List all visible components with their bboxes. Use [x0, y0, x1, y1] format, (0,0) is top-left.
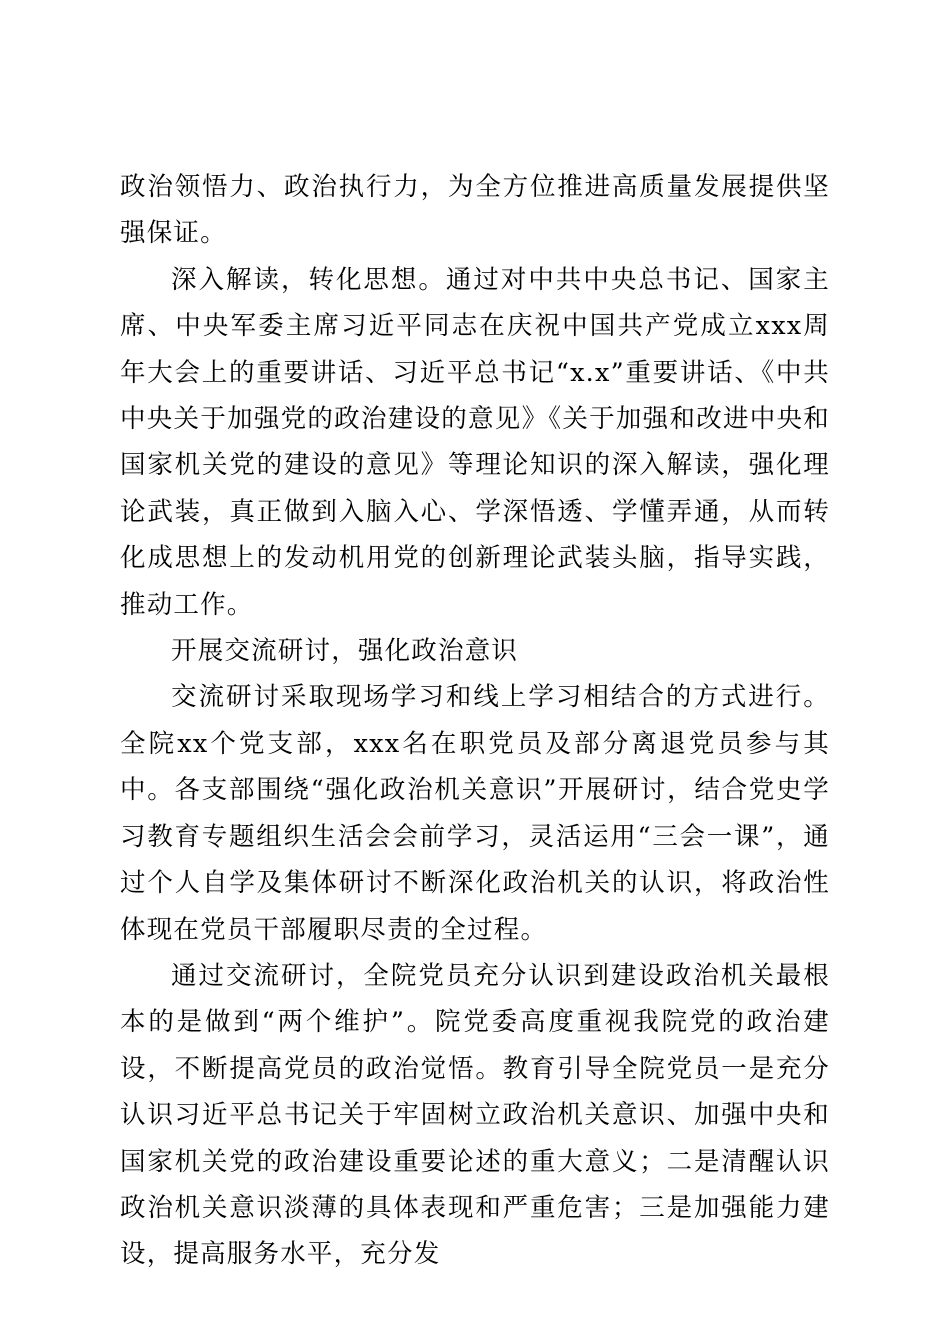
paragraph-continuation: 政治领悟力、政治执行力，为全方位推进高质量发展提供坚强保证。	[120, 172, 830, 249]
document-page	[120, 164, 830, 1278]
paragraph-discussion-format: 交流研讨采取现场学习和线上学习相结合的方式进行。全院xx个党支部，xxx名在职党员及部分离退党员参与其中。各支部围绕“强化政治机关意识”开展研讨，结合党史学习教育专题组织生活会会前学习，灵活运用“三会一课”，通过个人自学及集体研讨不断深化政治机关的认识，将政治性体现在党员干部履职尽责的全过程。	[120, 682, 830, 945]
paragraph-in-depth-interpretation: 深入解读，转化思想。通过对中共中央总书记、国家主席、中央军委主席习近平同志在庆祝中国共产党成立xxx周年大会上的重要讲话、习近平总书记“x.x”重要讲话、《中共中央关于加强党的政治建设的意见》《关于加强和改进中央和国家机关党的建设的意见》等理论知识的深入解读，强化理论武装，真正做到入脑入心、学深悟透、学懂弄通，从而转化成思想上的发动机用党的创新理论武装头脑，指导实践，推动工作。	[120, 264, 830, 620]
paragraph-discussion-outcome: 通过交流研讨，全院党员充分认识到建设政治机关最根本的是做到“两个维护”。院党委高度重视我院党的政治建设，不断提高党员的政治觉悟。教育引导全院党员一是充分认识习近平总书记关于牢固树立政治机关意识、加强中央和国家机关党的政治建设重要论述的重大意义；二是清醒认识政治机关意识淡薄的具体表现和严重危害；三是加强能力建设，提高服务水平，充分发	[120, 960, 830, 1270]
section-heading-exchange-discussion: 开展交流研讨，强化政治意识	[171, 636, 519, 667]
